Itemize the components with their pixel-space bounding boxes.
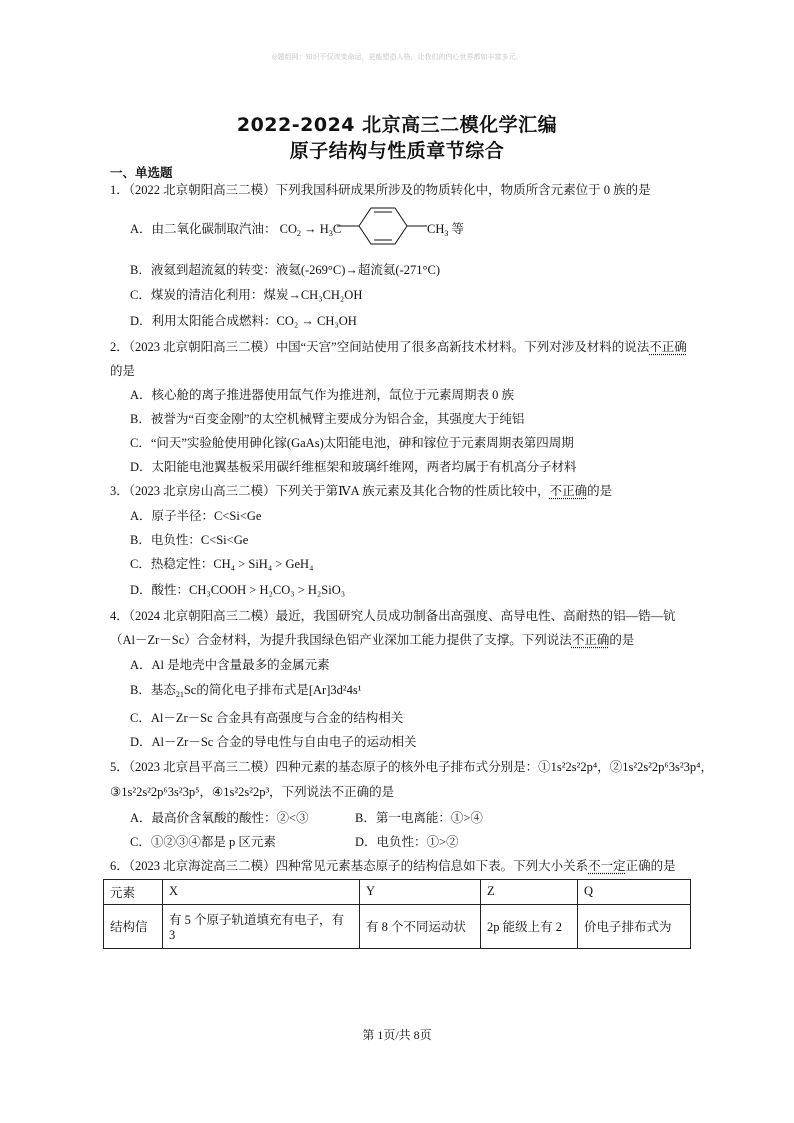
q3-stem: 3．（2023 北京房山高三二模）下列关于第ⅣA 族元素及其化合物的性质比较中，不正确的是 (110, 484, 613, 498)
table-cell: 结构信 (104, 904, 163, 948)
table-header-cell: Q (578, 880, 691, 905)
q1-option-d: D．利用太阳能合成燃料：CO₂ → CH₃OH (130, 314, 357, 328)
header-note: ◎题组网：知识不仅改变命运，更能塑造人格，让我们的内心世界都如丰富多元。 (271, 53, 523, 61)
q2-option-c: C．“问天”实验舱使用砷化镓(GaAs)太阳能电池，砷和镓位于元素周期表第四周期 (130, 436, 574, 450)
q1-stem: 1．（2022 北京朝阳高三二模）下列我国科研成果所涉及的物质转化中，物质所含元素位于 0 族的是 (110, 183, 651, 197)
q1-option-c: C．煤炭的清洁化利用：煤炭→CH₃CH₂OH (130, 288, 363, 302)
q2-option-b: B．被誉为“百变金刚”的太空机械臂主要成分为铝合金，其强度大于纯铝 (130, 412, 525, 426)
q1-option-b: B．液氦到超流氦的转变：液氦(-269°C)→超流氦(-271°C) (130, 263, 440, 277)
q4-option-a: A．Al 是地壳中含量最多的金属元素 (130, 658, 330, 672)
q5-option-b: B．第一电离能：①>④ (355, 811, 483, 825)
q3-option-b: B．电负性：C<Si<Ge (130, 533, 249, 547)
q5-option-a: A．最高价含氧酸的酸性：②<③ (130, 811, 309, 825)
q2-stem-end: 的是 (110, 364, 136, 378)
table-cell: 价电子排布式为 (578, 904, 691, 948)
q5-stem-1: 5．（2023 北京昌平高三二模）四种元素的基态原子的核外电子排布式分别是：①1s²2s²2p⁴，②1s²2s²2p⁶3s²3p⁴， (110, 760, 714, 774)
title-line-1: 2022-2024 北京高三二模化学汇编 (236, 114, 558, 136)
table-cell: 有 5 个原子轨道填充有电子，有 3 (163, 904, 360, 948)
q3-option-d: D．酸性：CH₃COOH > H₂CO₃ > H₂SiO₃ (130, 583, 346, 597)
table-header-cell: X (163, 880, 360, 905)
q6-stem: 6．（2023 北京海淀高三二模）四种常见元素基态原子的结构信息如下表。下列大小关系不一定正确的是 (110, 859, 676, 873)
q4-stem-1: 4．（2024 北京朝阳高三二模）最近，我国研究人员成功制备出高强度、高导电性、高耐热的铝—锆—钪 (110, 609, 676, 623)
structure-info-table (103, 879, 691, 949)
section-heading: 一、单选题 (110, 166, 173, 180)
q4-option-b: B．基态$_{21}$Sc的简化电子排布式是[Ar]3d²4s¹ (130, 683, 362, 699)
table-cell: 有 8 个不同运动状 (360, 904, 481, 948)
table-header-row (104, 880, 691, 905)
q1-option-a-formula: $CO_2 \to H_3C$ (279, 222, 342, 238)
q4-stem-2: （Al－Zr－Sc）合金材料，为提升我国绿色铝产业深加工能力提供了支撑。下列说法不正确的是 (110, 633, 635, 647)
q1-option-a (130, 219, 341, 238)
table-header-cell: Z (481, 880, 578, 905)
table-cell: 2p 能级上有 2 (481, 904, 578, 948)
q4-option-c: C．Al－Zr－Sc 合金具有高强度与合金的结构相关 (130, 711, 404, 725)
q3-option-a: A．原子半径：C<Si<Ge (130, 509, 262, 523)
q1-option-a-ch3: $CH_3$ 等 (427, 222, 465, 238)
table-header-cell: Y (360, 880, 481, 905)
q4-option-d: D．Al－Zr－Sc 合金的导电性与自由电子的运动相关 (130, 735, 417, 749)
page-footer: 第 1页/共 8页 (362, 1028, 432, 1042)
q2-option-d: D．太阳能电池翼基板采用碳纤维框架和玻璃纤维网，两者均属于有机高分子材料 (130, 460, 577, 474)
q2-option-a: A．核心舱的离子推进器使用氙气作为推进剂，氙位于元素周期表 0 族 (130, 388, 515, 402)
table-row (104, 904, 691, 948)
table-header-cell: 元素 (104, 880, 163, 905)
q1-option-a-text: A．由二氧化碳制取汽油： (130, 222, 277, 236)
q5-option-d: D．电负性：①>② (355, 835, 459, 849)
para-xylene-structure (337, 206, 427, 246)
q5-option-c: C．①②③④都是 p 区元素 (130, 835, 276, 849)
q5-stem-2: ③1s²2s²2p⁶3s²3p⁵，④1s²2s²2p³，下列说法不正确的是 (110, 785, 395, 799)
q2-stem: 2．（2023 北京朝阳高三二模）中国“天宫”空间站使用了很多高新技术材料。下列对涉及材料的说法不正确 (110, 340, 687, 354)
title-line-2: 原子结构与性质章节综合 (289, 140, 505, 162)
q3-option-c: C．热稳定性：CH₄ > SiH₄ > GeH₄ (130, 557, 314, 571)
